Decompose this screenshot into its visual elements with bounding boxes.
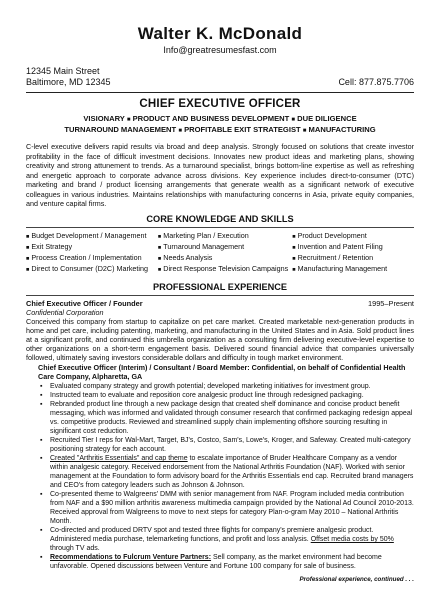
continued-note: Professional experience, continued . . . [299,576,414,584]
achievement-list [26,382,414,571]
square-bullet-icon: ■ [26,244,30,251]
cell-phone: Cell: 877.875.7706 [338,77,414,87]
skill-item: ■ Marketing Plan / Execution [157,230,249,240]
role-row [26,299,414,308]
city-address: Baltimore, MD 12345 [26,77,111,87]
list-item: ▪ Recruited Tier I reps for Wal-Mart, Target, BJ's, Costco, Sam's, Lowe's, Kroger, and Safeway. Created multi-category positioning strategy for each account. [40,436,414,454]
square-bullet-icon: ■ [302,128,307,134]
skill-item: ■ Direct Response Television Campaigns [157,264,289,274]
company-name: Confidential Corporation [26,308,104,318]
tagline-item: VISIONARY [83,114,125,123]
skill-item: ■ Product Development [292,230,367,240]
square-bullet-icon: ■ [292,244,296,251]
role-dates: 1995–Present [367,299,414,309]
header-divider [26,92,414,93]
sub-role-heading: Chief Executive Officer (Interim) / Consultant / Board Member: Confidential, on behalf of Confidential Health Care Company, Alpharetta, GA [38,363,406,382]
square-bullet-icon: ■ [292,233,296,240]
list-item: ▪ Co-presented theme to Walgreens' DMM with senior management from NAF. Program included media contribution from NAF and a $90 million arthritis awareness multimedia campaign provided by the National Ad Council 2010-2013. Received approval from Walgreens to move to next steps for category Plan-o-gram May 2010 – National Arthritis Month. [40,490,414,526]
list-item: ▪ Recommendations to Fulcrum Venture Partners: Sell company, as the market environment had become unfavorable. Opened discussions between Venture and Fortune 100 company for sale of business. [40,553,414,571]
resume-page [0,24,440,593]
list-item: ▪ Co-directed and produced DRTV spot and tested three flights for company's premiere analgesic product. Administered media purchase, telemarketing functions, and profit and loss analysis. Offset media costs by 50% through TV ads. [40,526,414,553]
underlined-phrase: Recommendations to Fulcrum Venture Partners: [50,554,212,562]
role-intro: Conceived this company from startup to capitalize on pet care market. Created marketable next-generation products in home and pet care, including patenting, marketing, and manufacturing in the United States and in Asia. Sold product lines at a significant profit, and continued this umbrella organization as a consulting firm delivering executive-level expertise to other organizations on a short-term engagement basis. Delivered sound financial advice that companies universally followed, ultimately saving investors considerable dollars and difficulty in tough market environment. [26,317,414,363]
tagline-item: DUE DILIGENCE [297,114,357,123]
underlined-phrase: Offset media costs by 50% [310,536,394,544]
square-bullet-icon: ■ [292,267,296,274]
square-bullet-icon: ■ [157,233,162,240]
square-bullet-icon: ■ [291,117,296,123]
skills-grid [26,231,414,276]
underlined-phrase: Created "Arthritis Essentials" and cap theme [50,455,188,463]
candidate-name: Walter K. McDonald [137,24,303,43]
skill-item: ■ Budget Development / Management [26,230,147,240]
street-address: 12345 Main Street [26,66,100,76]
skill-item: ■ Exit Strategy [26,241,73,251]
email-address[interactable]: Info@greatresumesfast.com [163,45,277,55]
list-item: ▪ Instructed team to evaluate and reposition core analgesic product line through redesigned packaging. [40,391,414,400]
tagline-item: PRODUCT AND BUSINESS DEVELOPMENT [132,114,290,123]
role-title: Chief Executive Officer / Founder [26,299,143,309]
skill-item: ■ Needs Analysis [157,252,213,262]
skills-section-title: CORE KNOWLEDGE AND SKILLS [146,213,294,224]
square-bullet-icon: ■ [292,255,296,262]
skill-item: ■ Turnaround Management [157,241,245,251]
list-item: ▪ Created "Arthritis Essentials" and cap theme to escalate importance of Bruder Healthcare Company as a vendor within analgesic category. Received endorsement from the National Arthritis Foundation (NAF). Worked with senior management at the Foundation to form advisory board for the Arthritis Essentials end cap. Recruited brand managers and CEO's from category leaders such as Johnson & Johnson. [40,454,414,490]
square-bullet-icon: ■ [26,267,30,274]
skills-divider [26,227,414,228]
experience-section-title: PROFESSIONAL EXPERIENCE [152,282,288,293]
address-row [26,66,414,88]
square-bullet-icon: ■ [26,255,30,262]
square-bullet-icon: ■ [157,255,162,262]
executive-summary: C-level executive delivers rapid results via broad and deep analysis. Strongly focused on solutions that create investor profitability in the face of difficult investment decisions. Innovates new product ideas and marketing plans, showing creativity and strong attunement to trends. As a turnaround specialist, brings bottom-line expertise as well as refreshing and energetic approach to corporate advance across divisions. Key experience includes direct-to-consumer (DTC) marketing and brand / product licensing arrangements that generate wealth as a significant network of executive colleagues in various industries. Maintains relationships with manufacturing concerns in Asia, private equity companies, and venture capital firms. [26,142,414,208]
square-bullet-icon: ■ [26,233,30,240]
skill-item: ■ Recruitment / Retention [292,252,374,262]
experience-divider [26,295,414,296]
tagline-item: PROFITABLE EXIT STRATEGIST [184,125,301,134]
skill-item: ■ Process Creation / Implementation [26,252,142,262]
square-bullet-icon: ■ [126,117,131,123]
tagline-item: TURNAROUND MANAGEMENT [64,125,177,134]
tagline-row-1 [26,114,414,123]
skill-item: ■ Invention and Patent Filing [292,241,383,251]
job-title: CHIEF EXECUTIVE OFFICER [139,98,301,110]
tagline-row-2 [26,125,414,134]
skill-item: ■ Manufacturing Management [292,264,388,274]
tagline-item: MANUFACTURING [308,125,376,134]
skill-item: ■ Direct to Consumer (D2C) Marketing [26,264,149,274]
square-bullet-icon: ■ [157,244,162,251]
square-bullet-icon: ■ [178,128,182,134]
list-item: ▪ Rebranded product line through a new package design that created shelf dominance and concise product benefit messaging, which was informed and validated through consumer research that confirmed packaging redesign appeal vs. competitive products. Reviewed and streamlined supply chain implementing offshore sourcing resulting in significant cost reduction. [40,400,414,436]
square-bullet-icon: ■ [157,267,162,274]
list-item: ▪ Evaluated company strategy and growth potential; developed marketing initiatives for investment group. [40,382,414,391]
